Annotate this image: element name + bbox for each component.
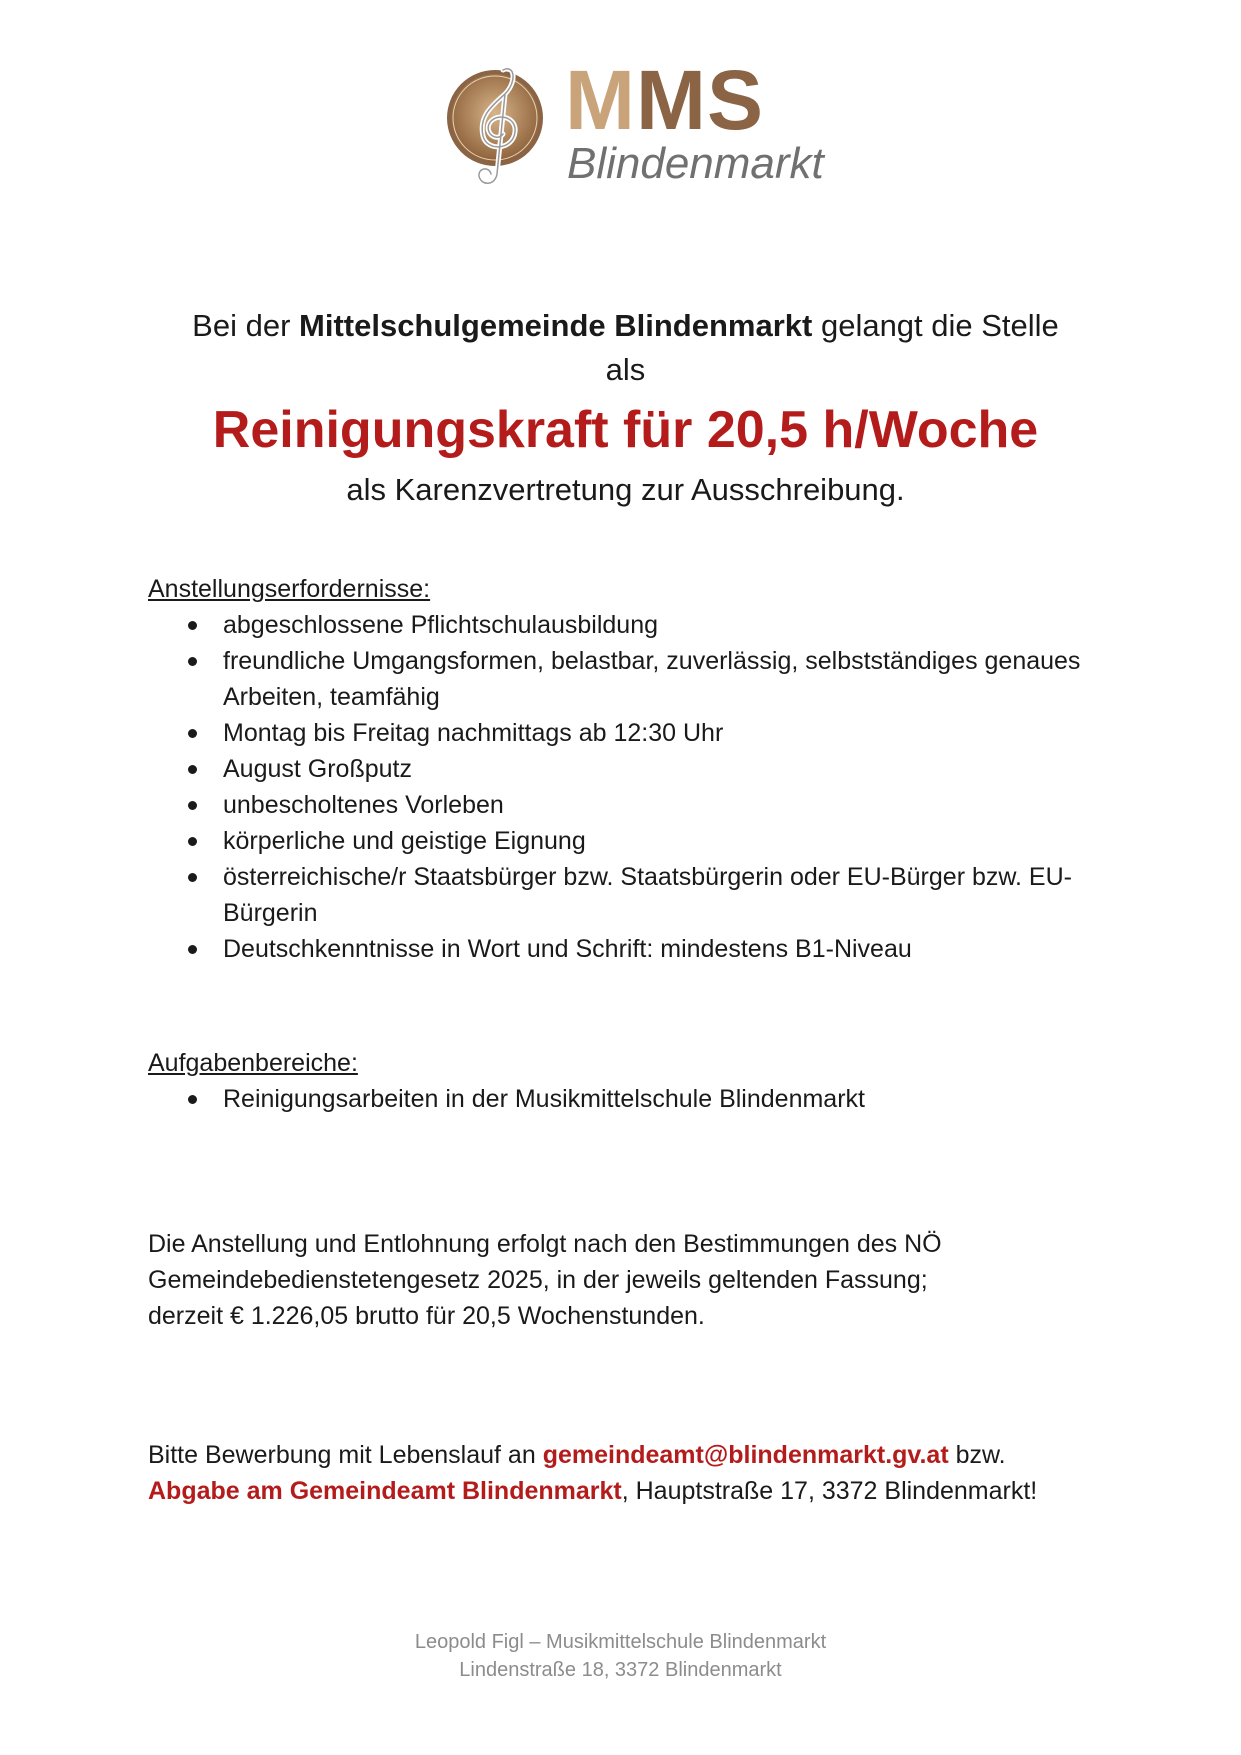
footer-line-2: Lindenstraße 18, 3372 Blindenmarkt bbox=[459, 1659, 782, 1681]
bullet-icon bbox=[188, 729, 197, 738]
requirements-title: Anstellungserfordernisse: bbox=[148, 575, 431, 603]
list-item: körperliche und geistige Eignung bbox=[148, 823, 1088, 859]
school-logo bbox=[445, 53, 825, 198]
intro-suffix: gelangt die Stelle bbox=[812, 308, 1059, 343]
bullet-icon bbox=[188, 873, 197, 882]
list-item: August Großputz bbox=[148, 751, 1088, 787]
office-address: , Hauptstraße 17, 3372 Blindenmarkt! bbox=[621, 1477, 1038, 1505]
application-paragraph bbox=[148, 1437, 1108, 1509]
intro-text bbox=[150, 304, 1101, 392]
page-footer bbox=[0, 1628, 1241, 1684]
tasks-list bbox=[148, 1081, 1088, 1117]
job-subtitle: als Karenzvertretung zur Ausschreibung. bbox=[346, 472, 905, 507]
bullet-icon bbox=[188, 945, 197, 954]
bullet-icon bbox=[188, 765, 197, 774]
list-item: freundliche Umgangsformen, belastbar, zuverlässig, selbstständiges genaues Arbeiten, teamfähig bbox=[148, 643, 1088, 715]
list-item: unbescholtenes Vorleben bbox=[148, 787, 1088, 823]
bullet-icon bbox=[188, 837, 197, 846]
apply-mid: bzw. bbox=[948, 1441, 1006, 1469]
logo-letter-s: S bbox=[706, 53, 764, 147]
logo-letter-m2: M bbox=[635, 53, 707, 147]
bullet-icon bbox=[188, 657, 197, 666]
logo-subtitle: Blindenmarkt bbox=[567, 139, 824, 188]
intro-prefix: Bei der bbox=[192, 308, 300, 343]
requirements-list bbox=[148, 607, 1088, 967]
bullet-icon bbox=[188, 801, 197, 810]
intro-line2: als bbox=[605, 352, 646, 387]
footer-line-1: Leopold Figl – Musikmittelschule Blindenmarkt bbox=[414, 1631, 827, 1653]
logo-mms-text bbox=[565, 53, 764, 147]
tasks-title: Aufgabenbereiche: bbox=[148, 1049, 358, 1077]
office-submission: Abgabe am Gemeindeamt Blindenmarkt bbox=[148, 1477, 622, 1505]
salary-line-2: Gemeindebedienstetengesetz 2025, in der jeweils geltenden Fassung; bbox=[148, 1266, 928, 1294]
logo-letter-m1: M bbox=[565, 53, 636, 147]
list-item: abgeschlossene Pflichtschulausbildung bbox=[148, 607, 1088, 643]
treble-clef-icon bbox=[445, 62, 555, 192]
email-link[interactable]: gemeindeamt@blindenmarkt.gv.at bbox=[542, 1441, 949, 1469]
salary-line-1: Die Anstellung und Entlohnung erfolgt nach den Bestimmungen des NÖ bbox=[148, 1230, 942, 1258]
job-title: Reinigungskraft für 20,5 h/Woche bbox=[212, 401, 1039, 459]
apply-prefix: Bitte Bewerbung mit Lebenslauf an bbox=[148, 1441, 543, 1469]
list-item: Deutschkenntnisse in Wort und Schrift: mindestens B1-Niveau bbox=[148, 931, 1088, 967]
salary-line-3: derzeit € 1.226,05 brutto für 20,5 Wochenstunden. bbox=[148, 1302, 705, 1330]
bullet-icon bbox=[188, 621, 197, 630]
list-item: Montag bis Freitag nachmittags ab 12:30 Uhr bbox=[148, 715, 1088, 751]
list-item: österreichische/r Staatsbürger bzw. Staatsbürgerin oder EU-Bürger bzw. EU-Bürgerin bbox=[148, 859, 1088, 931]
list-item: Reinigungsarbeiten in der Musikmittelschule Blindenmarkt bbox=[148, 1081, 1088, 1117]
salary-paragraph bbox=[148, 1226, 1108, 1334]
bullet-icon bbox=[188, 1095, 197, 1104]
intro-organisation: Mittelschulgemeinde Blindenmarkt bbox=[299, 308, 813, 343]
